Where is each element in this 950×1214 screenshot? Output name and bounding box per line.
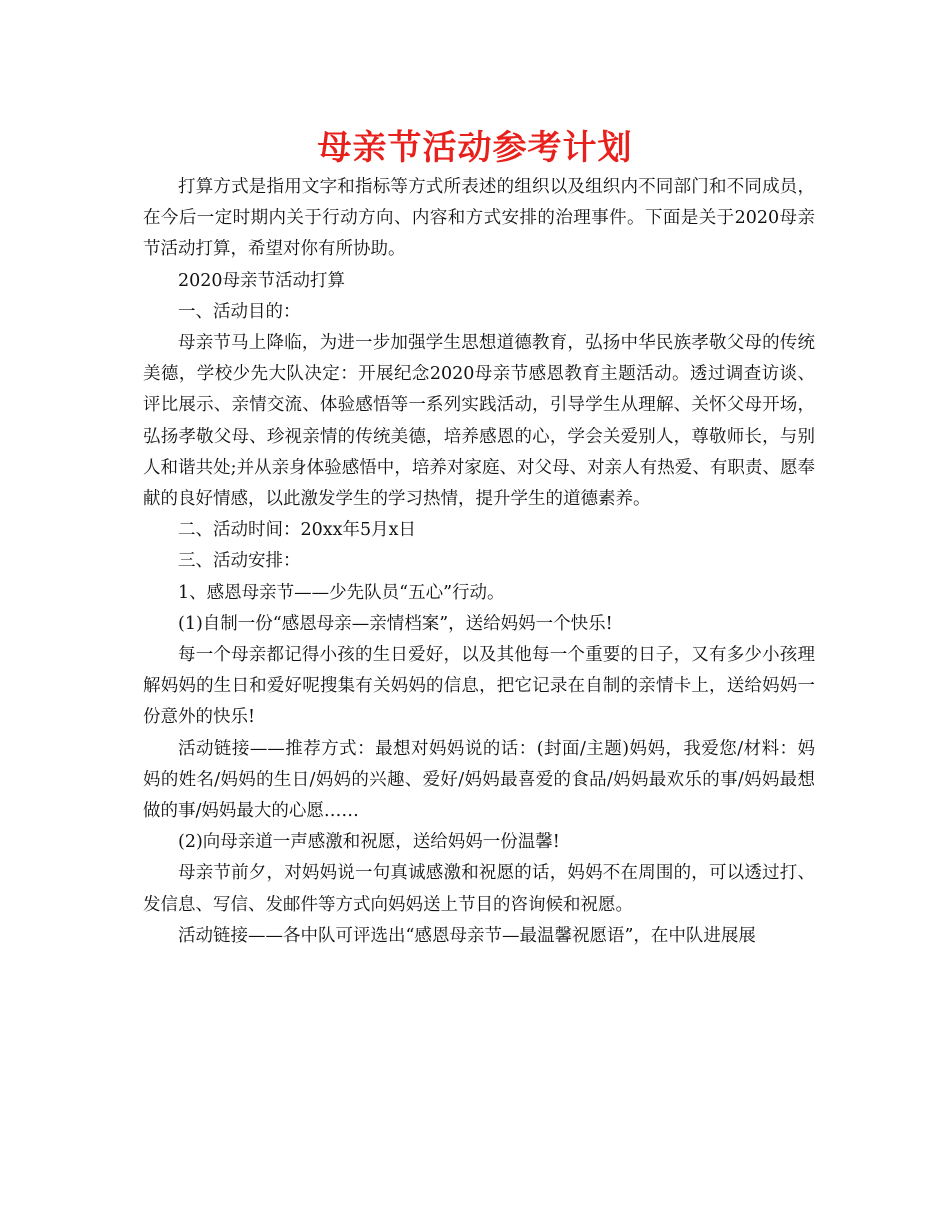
paragraph-item-1: 每一个母亲都记得小孩的生日爱好，以及其他每一个重要的日子，又有多少小孩理解妈妈的生日和爱好呢搜集有关妈妈的信息，把它记录在自制的亲情卡上，送给妈妈一份意外的快乐! (143, 645, 815, 728)
paragraph-link-1: 活动链接——推荐方式：最想对妈妈说的话：(封面/主题)妈妈，我爱您/材料：妈妈的姓名/妈妈的生日/妈妈的兴趣、爱好/妈妈最喜爱的食品/妈妈最欢乐的事/妈妈最想做的事/妈妈最大的心愿…… (143, 738, 815, 822)
section-heading-arrangement: 三、活动安排： (178, 551, 301, 572)
section-heading-purpose: 一、活动目的： (178, 301, 301, 322)
section-heading-time: 二、活动时间：20xx年5月x日 (178, 520, 417, 541)
item-heading-2: (2)向母亲道一声感激和祝愿，送给妈妈一份温馨! (178, 832, 560, 853)
paragraph-heading-plan: 2020母亲节活动打算 (178, 270, 346, 291)
document-body (143, 172, 815, 952)
paragraph-purpose: 母亲节马上降临，为进一步加强学生思想道德教育，弘扬中华民族孝敬父母的传统美德，学校少先大队决定：开展纪念2020母亲节感恩教育主题活动。透过调查访谈、评比展示、亲情交流、体验感悟等一系列实践活动，引导学生从理解、关怀父母开场，弘扬孝敬父母、珍视亲情的传统美德，培养感恩的心，学会关爱别人，尊敬师长，与别人和谐共处;并从亲身体验感悟中，培养对家庭、对父母、对亲人有热爱、有职责、愿奉献的良好情感，以此激发学生的学习热情，提升学生的道德素养。 (143, 333, 815, 510)
subheading-activity-1: 1、感恩母亲节——少先队员“五心”行动。 (178, 582, 505, 603)
document-title: 母亲节活动参考计划 (317, 128, 633, 168)
paragraph-item-2: 母亲节前夕，对妈妈说一句真诚感激和祝愿的话，妈妈不在周围的，可以透过打、发信息、写信、发邮件等方式向妈妈送上节目的咨询候和祝愿。 (143, 863, 815, 915)
paragraph-intro: 打算方式是指用文字和指标等方式所表述的组织以及组织内不同部门和不同成员，在今后一定时期内关于行动方向、内容和方式安排的治理事件。下面是关于2020母亲节活动打算，希望对你有所协助。 (143, 177, 815, 260)
item-heading-1: (1)自制一份“感恩母亲—亲情档案”，送给妈妈一个快乐! (178, 613, 613, 634)
paragraph-link-2: 活动链接——各中队可评选出“感恩母亲节—最温馨祝愿语”，在中队进展展 (178, 925, 756, 946)
